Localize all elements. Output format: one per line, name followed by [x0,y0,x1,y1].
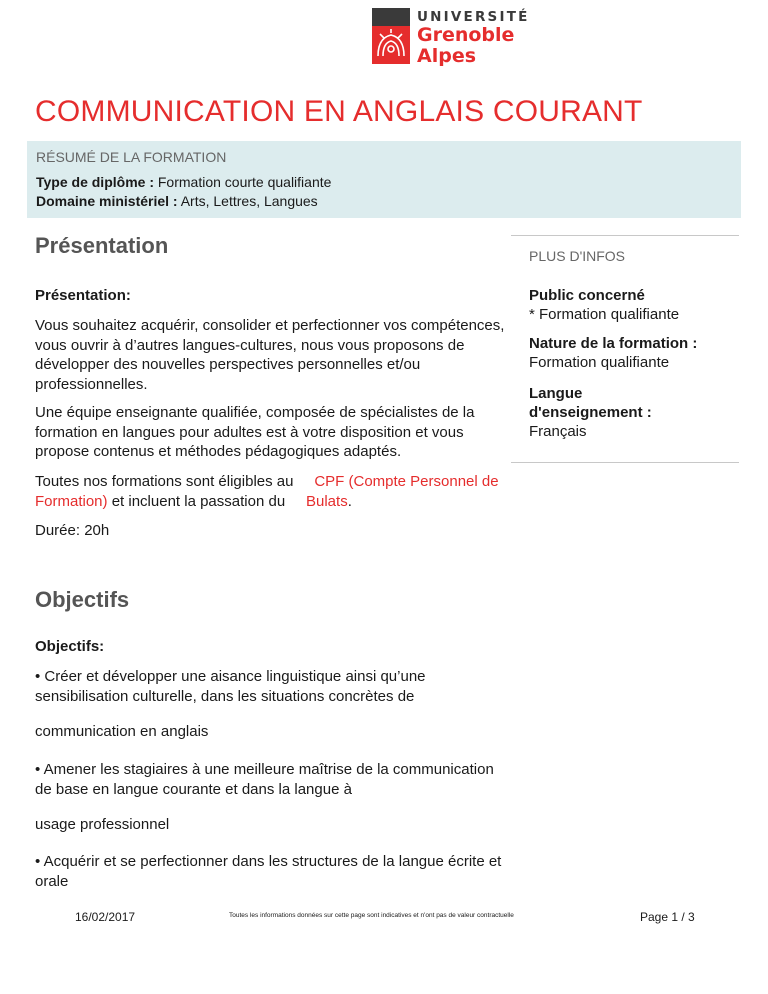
presentation-sub-label: Présentation: [35,287,131,304]
bulats-link[interactable]: Bulats [306,492,348,510]
presentation-heading: Présentation [35,233,169,258]
domaine-value: Arts, Lettres, Langues [180,193,318,209]
nature-value: Formation qualifiante [529,354,670,371]
logo-text-grenoble: Grenoble [417,24,515,46]
type-value: Formation courte qualifiante [157,174,332,190]
public-label: Public concerné [529,287,645,304]
bulats-intro: et incluent la passation du [111,492,286,510]
duree-text: Durée: 20h [35,522,110,539]
plus-infos-heading: PLUS D'INFOS [529,248,626,264]
university-logo [372,8,552,67]
footer-page-number: Page 1 / 3 [640,910,695,924]
footer-disclaimer: Toutes les informations données sur cette page sont indicatives et n'ont pas de valeur contractuelle [229,912,514,919]
logo-text-alpes: Alpes [417,45,477,67]
objectif-item: communication en anglais [35,723,209,740]
logo-text-universite: UNIVERSITÉ [417,9,530,25]
presentation-paragraph-3 [35,472,510,511]
nature-block [529,334,734,372]
footer-date: 16/02/2017 [75,910,136,924]
public-value: * Formation qualifiante [529,306,680,323]
cpf-intro: Toutes nos formations sont éligibles au [35,473,294,490]
objectifs-sub-label: Objectifs: [35,638,105,655]
objectif-item: • Amener les stagiaires à une meilleure maîtrise de la communication de base en langue courante et dans la langue à [35,761,494,798]
paragraph-end: . [347,492,352,510]
presentation-paragraph-1: Vous souhaitez acquérir, consolider et perfectionner vos compétences, vous ouvrir à d’autres langues-cultures, nous vous proposons de développer des nouvelles perspectives personnelles et/ou professionnelles. [35,317,505,393]
presentation-paragraph-2: Une équipe enseignante qualifiée, composée de spécialistes de la formation en langues pour adultes est à votre disposition et vous propose contenus et méthodes pédagogiques adaptés. [35,404,475,460]
langue-label: Langue d'enseignement : [529,385,652,421]
logo-mark-icon [372,8,410,64]
summary-heading: RÉSUMÉ DE LA FORMATION [36,149,227,165]
summary-box [27,141,741,218]
cpf-link[interactable]: CPF (Compte Personnel de Formation) [35,473,499,510]
type-label: Type de diplôme : [36,174,154,190]
plus-infos-panel [511,235,739,463]
objectifs-subheading [35,637,510,657]
summary-domaine-row [36,192,741,211]
objectif-item: • Acquérir et se perfectionner dans les structures de la langue écrite et orale [35,853,502,890]
nature-label: Nature de la formation : [529,335,698,352]
summary-type-row [36,173,741,192]
langue-value: Français [529,423,587,440]
public-concerne-block [529,286,734,324]
domaine-label: Domaine ministériel : [36,193,178,209]
objectif-item: usage professionnel [35,816,170,833]
objectifs-heading: Objectifs [35,587,130,612]
langue-block [529,384,699,441]
page-title: COMMUNICATION EN ANGLAIS COURANT [35,95,643,128]
presentation-subheading [35,286,510,306]
objectif-item: • Créer et développer une aisance linguistique ainsi qu’une sensibilisation culturelle, dans les situations concrètes de [35,668,426,705]
